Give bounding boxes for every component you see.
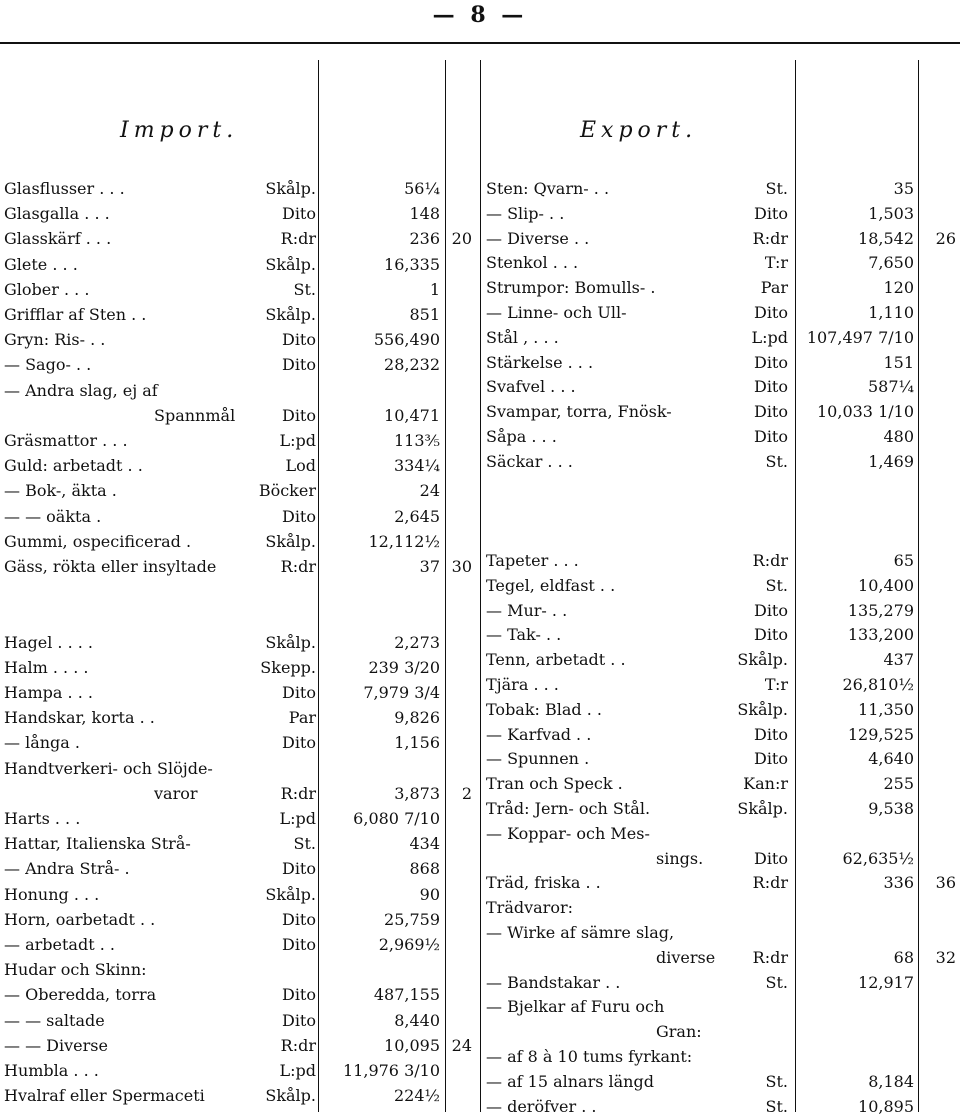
export-row xyxy=(486,994,958,1020)
import-row xyxy=(4,378,478,404)
export-row xyxy=(486,474,958,500)
export-item-unit: Dito xyxy=(753,303,788,322)
import-row xyxy=(4,302,478,328)
export-item-value: 1,469 xyxy=(868,451,914,471)
import-item-name: Handtverkeri- och Slöjde- xyxy=(4,758,213,778)
export-item-name: — Spunnen . xyxy=(486,749,590,769)
export-item-unit: Dito xyxy=(753,203,788,223)
import-item-name: Guld: arbetadt . . xyxy=(4,456,143,476)
export-item-name: — deröfver . . xyxy=(486,1096,597,1116)
import-item-name: varor xyxy=(154,783,198,803)
export-row xyxy=(486,895,958,921)
import-row xyxy=(4,907,478,933)
import-row xyxy=(4,730,478,756)
export-item-unit: L:pd xyxy=(751,327,788,347)
export-item-name: — Wirke af sämre slag, xyxy=(486,923,675,942)
import-item-value: 11,976 3/10 xyxy=(343,1061,440,1080)
import-item-name: Honung . . . xyxy=(4,884,100,904)
export-item-value: 480 xyxy=(883,427,914,446)
import-item-unit: R:dr xyxy=(280,557,316,576)
export-heading: Export. xyxy=(580,118,698,143)
export-row xyxy=(486,846,958,872)
import-item-unit: Lod xyxy=(285,456,316,476)
export-item-value: 1,503 xyxy=(868,203,914,223)
export-item-name: Tran och Speck . xyxy=(486,774,623,794)
center-rule xyxy=(480,60,481,1112)
import-item-name: Spannmål xyxy=(154,405,236,425)
export-item-name: — Bandstakar . . xyxy=(486,972,621,992)
export-item-name: — Tak- . . xyxy=(486,625,562,645)
import-item-value: 6,080 7/10 xyxy=(353,809,440,828)
import-item-value: 28,232 xyxy=(384,355,440,375)
import-item-name: Harts . . . xyxy=(4,809,81,828)
export-item-value: 35 xyxy=(893,179,914,198)
export-row xyxy=(486,746,958,772)
export-row xyxy=(486,722,958,748)
export-item-name: — Koppar- och Mes- xyxy=(486,823,650,843)
export-item-value: 1,110 xyxy=(868,303,914,322)
import-row xyxy=(4,882,478,908)
import-item-value: 16,335 xyxy=(384,254,440,274)
import-item-value: 56¼ xyxy=(404,179,440,198)
import-row xyxy=(4,554,478,580)
import-item-unit: St. xyxy=(293,279,316,299)
import-item-value: 25,759 xyxy=(384,909,440,929)
import-row xyxy=(4,705,478,731)
import-item-name: Gryn: Ris- . . xyxy=(4,330,106,350)
export-item-value: 26,810½ xyxy=(842,675,914,694)
import-item-name: — — saltade xyxy=(4,1010,105,1030)
export-row xyxy=(486,350,958,376)
import-item-unit: St. xyxy=(293,834,316,854)
import-item-name: — Bok-, äkta . xyxy=(4,481,117,501)
import-item-value: 2,969½ xyxy=(378,935,440,954)
import-item-name: Glober . . . xyxy=(4,279,90,299)
export-item-name: Strumpor: Bomulls- . xyxy=(486,278,656,298)
import-item-name: Gäss, rökta eller insyltade xyxy=(4,557,217,576)
export-row xyxy=(486,945,958,971)
import-item-value: 10,095 xyxy=(384,1035,440,1055)
export-item-value: 65 xyxy=(893,551,914,570)
export-row xyxy=(486,622,958,648)
export-item-unit: Dito xyxy=(753,749,788,769)
import-item-unit: L:pd xyxy=(279,1061,316,1080)
export-item-unit: St. xyxy=(765,575,788,595)
export-item-unit: Dito xyxy=(753,848,788,868)
export-item-value: 587¼ xyxy=(867,377,914,397)
import-item-name: Glasflusser . . . xyxy=(4,179,125,198)
export-row xyxy=(486,1019,958,1045)
export-item-name: Tobak: Blad . . xyxy=(486,699,603,719)
export-item-unit: St. xyxy=(765,1071,788,1091)
import-item-value: 24 xyxy=(419,481,440,501)
export-item-value: 62,635½ xyxy=(842,848,914,868)
import-item-unit: L:pd xyxy=(279,809,316,828)
export-item-unit: Dito xyxy=(753,427,788,446)
export-item-unit: Par xyxy=(760,278,788,298)
import-item-name: — Andra Strå- . xyxy=(4,859,130,879)
import-item-unit: Skålp. xyxy=(265,179,316,198)
export-item-name: — Slip- . . xyxy=(486,203,565,223)
import-item-unit: Skålp. xyxy=(265,531,316,551)
export-row xyxy=(486,821,958,847)
export-item-name: Tapeter . . . xyxy=(486,551,579,570)
import-row xyxy=(4,1008,478,1034)
export-row xyxy=(486,870,958,896)
import-heading: Import. xyxy=(120,118,239,143)
import-item-unit: Dito xyxy=(281,733,316,753)
import-item-side-number: 20 xyxy=(451,229,472,249)
export-item-name: — Diverse . . xyxy=(486,228,590,248)
export-row xyxy=(486,399,958,425)
export-item-name: Tjära . . . xyxy=(486,675,559,694)
import-row xyxy=(4,176,478,202)
export-item-unit: T:r xyxy=(764,253,788,273)
export-item-unit: Skålp. xyxy=(737,650,788,670)
import-row xyxy=(4,428,478,454)
export-item-unit: Skålp. xyxy=(737,799,788,818)
import-item-name: Hampa . . . xyxy=(4,683,93,702)
export-item-unit: St. xyxy=(765,451,788,471)
export-item-name: — Karfvad . . xyxy=(486,724,592,744)
import-item-unit: Dito xyxy=(281,204,316,224)
import-row xyxy=(4,277,478,303)
export-item-value: 107,497 7/10 xyxy=(806,327,914,347)
import-item-name: — arbetadt . . xyxy=(4,935,115,954)
import-item-unit: Dito xyxy=(281,330,316,350)
export-row xyxy=(486,697,958,723)
import-item-name: Horn, oarbetadt . . xyxy=(4,909,156,929)
export-row xyxy=(486,548,958,574)
import-item-name: — — oäkta . xyxy=(4,506,102,526)
import-row xyxy=(4,655,478,681)
export-row xyxy=(486,1069,958,1095)
import-item-unit: Skålp. xyxy=(265,305,316,324)
export-item-value: 129,525 xyxy=(847,724,914,744)
export-item-name: Säckar . . . xyxy=(486,451,573,471)
import-item-name: Glasskärf . . . xyxy=(4,229,112,249)
import-item-value: 868 xyxy=(409,859,440,879)
import-item-side-number: 30 xyxy=(451,557,472,576)
import-item-unit: Dito xyxy=(281,405,316,425)
page-number: — 8 — xyxy=(432,2,528,28)
import-item-unit: Dito xyxy=(281,506,316,526)
export-row xyxy=(486,424,958,450)
export-item-value: 133,200 xyxy=(847,625,914,645)
import-row xyxy=(4,352,478,378)
export-item-name: — Mur- . . xyxy=(486,600,568,620)
export-item-value: 9,538 xyxy=(868,799,914,818)
export-item-name: Tråd: Jern- och Stål. xyxy=(486,799,651,818)
export-item-name: Stenkol . . . xyxy=(486,253,579,273)
import-item-unit: Skålp. xyxy=(265,1086,316,1106)
export-item-name: Sten: Qvarn- . . xyxy=(486,179,610,198)
import-item-name: Hagel . . . . xyxy=(4,632,94,652)
import-item-value: 224½ xyxy=(393,1086,440,1106)
export-item-value: 120 xyxy=(883,278,914,298)
export-item-name: Trädvaror: xyxy=(486,898,573,918)
import-item-value: 9,826 xyxy=(394,708,440,728)
import-row xyxy=(4,579,478,605)
export-item-name: — Linne- och Ull- xyxy=(486,303,627,322)
export-row xyxy=(486,598,958,624)
import-item-value: 3,873 xyxy=(394,783,440,803)
export-item-unit: R:dr xyxy=(752,947,788,967)
export-item-unit: St. xyxy=(765,1096,788,1116)
import-item-unit: Dito xyxy=(281,859,316,879)
export-item-name: Gran: xyxy=(656,1022,702,1042)
import-row xyxy=(4,680,478,706)
import-item-value: 1 xyxy=(429,279,440,299)
import-item-value: 236 xyxy=(409,229,440,249)
import-item-name: — Oberedda, torra xyxy=(4,985,157,1005)
export-row xyxy=(486,796,958,822)
export-item-value: 8,184 xyxy=(868,1071,914,1091)
export-item-side-number: 32 xyxy=(935,947,956,967)
export-item-value: 336 xyxy=(883,873,914,893)
import-item-value: 148 xyxy=(409,204,440,224)
export-item-unit: St. xyxy=(765,972,788,992)
import-row xyxy=(4,453,478,479)
import-item-unit: Dito xyxy=(281,1010,316,1030)
export-row xyxy=(486,201,958,227)
export-item-value: 255 xyxy=(883,774,914,794)
export-row xyxy=(486,573,958,599)
export-row xyxy=(486,1094,958,1120)
import-item-unit: Par xyxy=(288,708,316,728)
import-item-name: Gummi, ospecificerad . xyxy=(4,531,192,551)
import-row xyxy=(4,630,478,656)
import-item-side-number: 2 xyxy=(461,783,472,803)
import-item-value: 8,440 xyxy=(394,1010,440,1030)
export-item-value: 4,640 xyxy=(868,749,914,769)
export-item-name: Träd, friska . . xyxy=(486,873,601,893)
import-item-unit: Skålp. xyxy=(265,884,316,904)
import-item-value: 12,112½ xyxy=(368,531,440,551)
import-row xyxy=(4,478,478,504)
export-item-name: Tegel, eldfast . . xyxy=(486,575,616,595)
import-row xyxy=(4,781,478,807)
import-item-name: Glete . . . xyxy=(4,254,78,274)
export-row xyxy=(486,374,958,400)
import-row xyxy=(4,201,478,227)
import-row xyxy=(4,1058,478,1084)
export-item-value: 10,033 1/10 xyxy=(817,402,914,422)
export-item-name: Svampar, torra, Fnösk- xyxy=(486,402,672,422)
import-item-name: — — Diverse xyxy=(4,1035,108,1055)
export-item-value: 7,650 xyxy=(868,253,914,273)
import-row xyxy=(4,1033,478,1059)
import-item-value: 239 3/20 xyxy=(368,657,440,677)
export-row xyxy=(486,771,958,797)
import-row xyxy=(4,856,478,882)
export-item-unit: T:r xyxy=(764,675,788,694)
export-item-value: 437 xyxy=(883,650,914,670)
export-item-unit: R:dr xyxy=(752,551,788,570)
import-row xyxy=(4,806,478,832)
import-row xyxy=(4,756,478,782)
export-row xyxy=(486,325,958,351)
export-row xyxy=(486,498,958,524)
export-item-value: 151 xyxy=(883,352,914,372)
export-item-name: — af 15 alnars längd xyxy=(486,1071,654,1091)
import-item-value: 556,490 xyxy=(373,330,440,350)
import-item-unit: Skålp. xyxy=(265,254,316,274)
import-item-name: Hvalraf eller Spermaceti xyxy=(4,1086,205,1106)
import-item-unit: Skålp. xyxy=(265,632,316,652)
import-item-name: Halm . . . . xyxy=(4,657,89,677)
import-item-value: 90 xyxy=(419,884,440,904)
import-item-value: 334¼ xyxy=(393,456,440,476)
export-item-unit: Dito xyxy=(753,402,788,422)
export-item-value: 12,917 xyxy=(858,972,914,992)
import-row xyxy=(4,982,478,1008)
import-item-name: Hudar och Skinn: xyxy=(4,960,147,980)
export-item-unit: Skålp. xyxy=(737,699,788,719)
export-row xyxy=(486,647,958,673)
import-item-unit: Dito xyxy=(281,355,316,375)
export-item-name: — Bjelkar af Furu och xyxy=(486,997,665,1017)
import-row xyxy=(4,327,478,353)
export-item-side-number: 36 xyxy=(935,873,956,893)
export-row xyxy=(486,1044,958,1070)
top-rule xyxy=(0,42,960,44)
import-row xyxy=(4,932,478,958)
import-row xyxy=(4,831,478,857)
import-item-name: Gräsmattor . . . xyxy=(4,431,128,450)
import-row xyxy=(4,226,478,252)
export-item-value: 11,350 xyxy=(858,699,914,719)
export-item-value: 135,279 xyxy=(847,600,914,620)
import-row xyxy=(4,604,478,630)
export-item-unit: R:dr xyxy=(752,228,788,248)
import-item-unit: R:dr xyxy=(280,229,316,249)
import-item-value: 37 xyxy=(419,557,440,576)
import-item-name: Humbla . . . xyxy=(4,1061,99,1080)
export-item-unit: Dito xyxy=(753,625,788,645)
import-row xyxy=(4,957,478,983)
import-item-name: Glasgalla . . . xyxy=(4,204,110,224)
export-row xyxy=(486,275,958,301)
import-item-side-number: 24 xyxy=(451,1035,472,1055)
export-item-value: 10,895 xyxy=(858,1096,914,1116)
import-item-value: 7,979 3/4 xyxy=(363,683,440,702)
import-item-value: 487,155 xyxy=(373,985,440,1005)
import-row xyxy=(4,403,478,429)
export-item-side-number: 26 xyxy=(935,228,956,248)
import-item-unit: Skepp. xyxy=(260,657,316,677)
import-row xyxy=(4,1083,478,1109)
import-item-name: — långa . xyxy=(4,733,80,753)
export-item-unit: R:dr xyxy=(752,873,788,893)
export-row xyxy=(486,300,958,326)
import-row xyxy=(4,529,478,555)
export-row xyxy=(486,176,958,202)
export-item-name: Tenn, arbetadt . . xyxy=(486,650,626,670)
export-item-value: 68 xyxy=(893,947,914,967)
import-item-value: 1,156 xyxy=(394,733,440,753)
export-item-name: Svafvel . . . xyxy=(486,377,576,397)
export-item-value: 10,400 xyxy=(858,575,914,595)
import-item-name: Grifflar af Sten . . xyxy=(4,305,147,324)
export-row xyxy=(486,920,958,946)
export-item-unit: Dito xyxy=(753,600,788,620)
export-item-name: diverse xyxy=(656,947,716,967)
export-item-value: 18,542 xyxy=(858,228,914,248)
export-row xyxy=(486,449,958,475)
export-row xyxy=(486,523,958,549)
export-item-name: Stål , . . . xyxy=(486,327,559,347)
export-item-name: Såpa . . . xyxy=(486,427,557,446)
import-item-value: 434 xyxy=(409,834,440,854)
import-item-unit: Dito xyxy=(281,683,316,702)
import-item-unit: R:dr xyxy=(280,1035,316,1055)
export-item-name: — af 8 à 10 tums fyrkant: xyxy=(486,1047,693,1066)
export-row xyxy=(486,672,958,698)
export-item-unit: Dito xyxy=(753,724,788,744)
import-item-value: 2,645 xyxy=(394,506,440,526)
export-item-unit: Kan:r xyxy=(743,774,788,794)
import-item-unit: Dito xyxy=(281,935,316,954)
import-item-name: — Sago- . . xyxy=(4,355,92,375)
import-item-unit: L:pd xyxy=(279,431,316,450)
import-item-unit: Dito xyxy=(281,909,316,929)
import-item-unit: Böcker xyxy=(258,481,316,501)
export-row xyxy=(486,226,958,252)
export-item-name: sings. xyxy=(656,848,704,868)
export-item-unit: Dito xyxy=(753,377,788,397)
export-row xyxy=(486,250,958,276)
export-row xyxy=(486,970,958,996)
import-row xyxy=(4,504,478,530)
import-item-value: 851 xyxy=(409,305,440,324)
import-item-value: 113⅗ xyxy=(393,431,440,450)
export-item-unit: Dito xyxy=(753,352,788,372)
export-item-name: Stärkelse . . . xyxy=(486,352,594,372)
import-item-name: Hattar, Italienska Strå- xyxy=(4,834,191,854)
import-item-unit: Dito xyxy=(281,985,316,1005)
import-item-value: 10,471 xyxy=(384,405,440,425)
import-item-name: Handskar, korta . . xyxy=(4,708,155,728)
import-row xyxy=(4,252,478,278)
export-item-unit: St. xyxy=(765,179,788,198)
import-item-unit: R:dr xyxy=(280,783,316,803)
import-item-value: 2,273 xyxy=(394,632,440,652)
import-item-name: — Andra slag, ej af xyxy=(4,380,158,400)
